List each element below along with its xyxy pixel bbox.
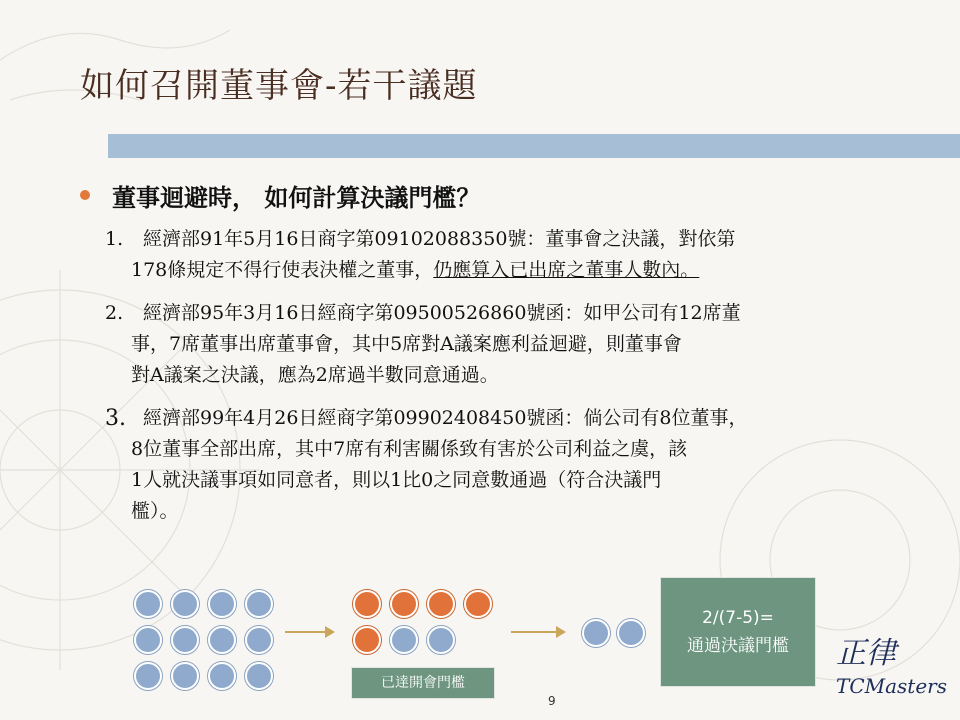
bullet-question: 董事迴避時， 如何計算決議門檻？ [112, 184, 481, 212]
director-circle [171, 626, 199, 654]
item-line: 8位董事全部出席，其中7席有利害關係致有害於公司利益之虞，該 [131, 438, 688, 460]
item-line: 檻）。 [131, 500, 179, 522]
arrow-right-icon [285, 631, 333, 633]
logo-chinese: 正律 [836, 636, 896, 671]
director-circle [208, 662, 236, 690]
director-circle [134, 662, 162, 690]
director-circle [208, 626, 236, 654]
item-line [131, 255, 735, 286]
item-number: 1. [105, 228, 124, 250]
quorum-label-box: 已達開會門檻 [351, 667, 495, 699]
director-circle [427, 626, 455, 654]
director-circle [134, 626, 162, 654]
director-circle [171, 590, 199, 618]
slide-title: 如何召開董事會-若干議題 [80, 66, 478, 106]
item-line-text: 178條規定不得行使表決權之董事， [131, 259, 434, 281]
recused-director-circle [464, 590, 492, 618]
list-item-3 [105, 403, 748, 527]
recused-director-circle [390, 590, 418, 618]
page-number: 9 [548, 694, 556, 708]
director-circle [390, 626, 418, 654]
director-circle [208, 590, 236, 618]
item-number: 2. [105, 302, 124, 324]
director-circle [134, 590, 162, 618]
recused-director-circle [427, 590, 455, 618]
item-line: 經濟部91年5月16日商字第09102088350號：董事會之決議，對依第 [143, 228, 736, 250]
item-line: 事，7席董事出席董事會，其中5席對A議案應利益迴避，則董事會 [131, 333, 682, 355]
voting-director-circle [617, 619, 645, 647]
list-item-1 [105, 224, 735, 286]
director-circle [245, 662, 273, 690]
item-number: 3. [105, 406, 126, 431]
item-line: 1人就決議事項如同意者，則以1比0之同意數通過（符合決議門 [131, 469, 662, 491]
logo-english: TCMasters [836, 674, 948, 698]
recused-director-circle [353, 626, 381, 654]
voting-director-circle [582, 619, 610, 647]
item-line: 經濟部99年4月26日經商字第09902408450號函：倘公司有8位董事， [143, 407, 748, 429]
director-circle [245, 626, 273, 654]
underlined-text: 仍應算入已出席之董事人數內。 [433, 259, 700, 281]
arrow-right-icon [511, 631, 564, 633]
result-formula: 2/(7-5)= [702, 608, 774, 628]
recused-director-circle [353, 590, 381, 618]
item-line: 對A議案之決議，應為2席過半數同意通過。 [131, 364, 499, 386]
item-line: 經濟部95年3月16日經商字第09500526860號函：如甲公司有12席董 [143, 302, 741, 324]
director-circle [245, 590, 273, 618]
bullet-dot-icon [80, 190, 90, 200]
title-accent-bar [108, 134, 960, 158]
director-circle [171, 662, 199, 690]
result-caption: 通過決議門檻 [687, 636, 789, 656]
list-item-2 [105, 298, 741, 391]
result-box [660, 577, 816, 687]
